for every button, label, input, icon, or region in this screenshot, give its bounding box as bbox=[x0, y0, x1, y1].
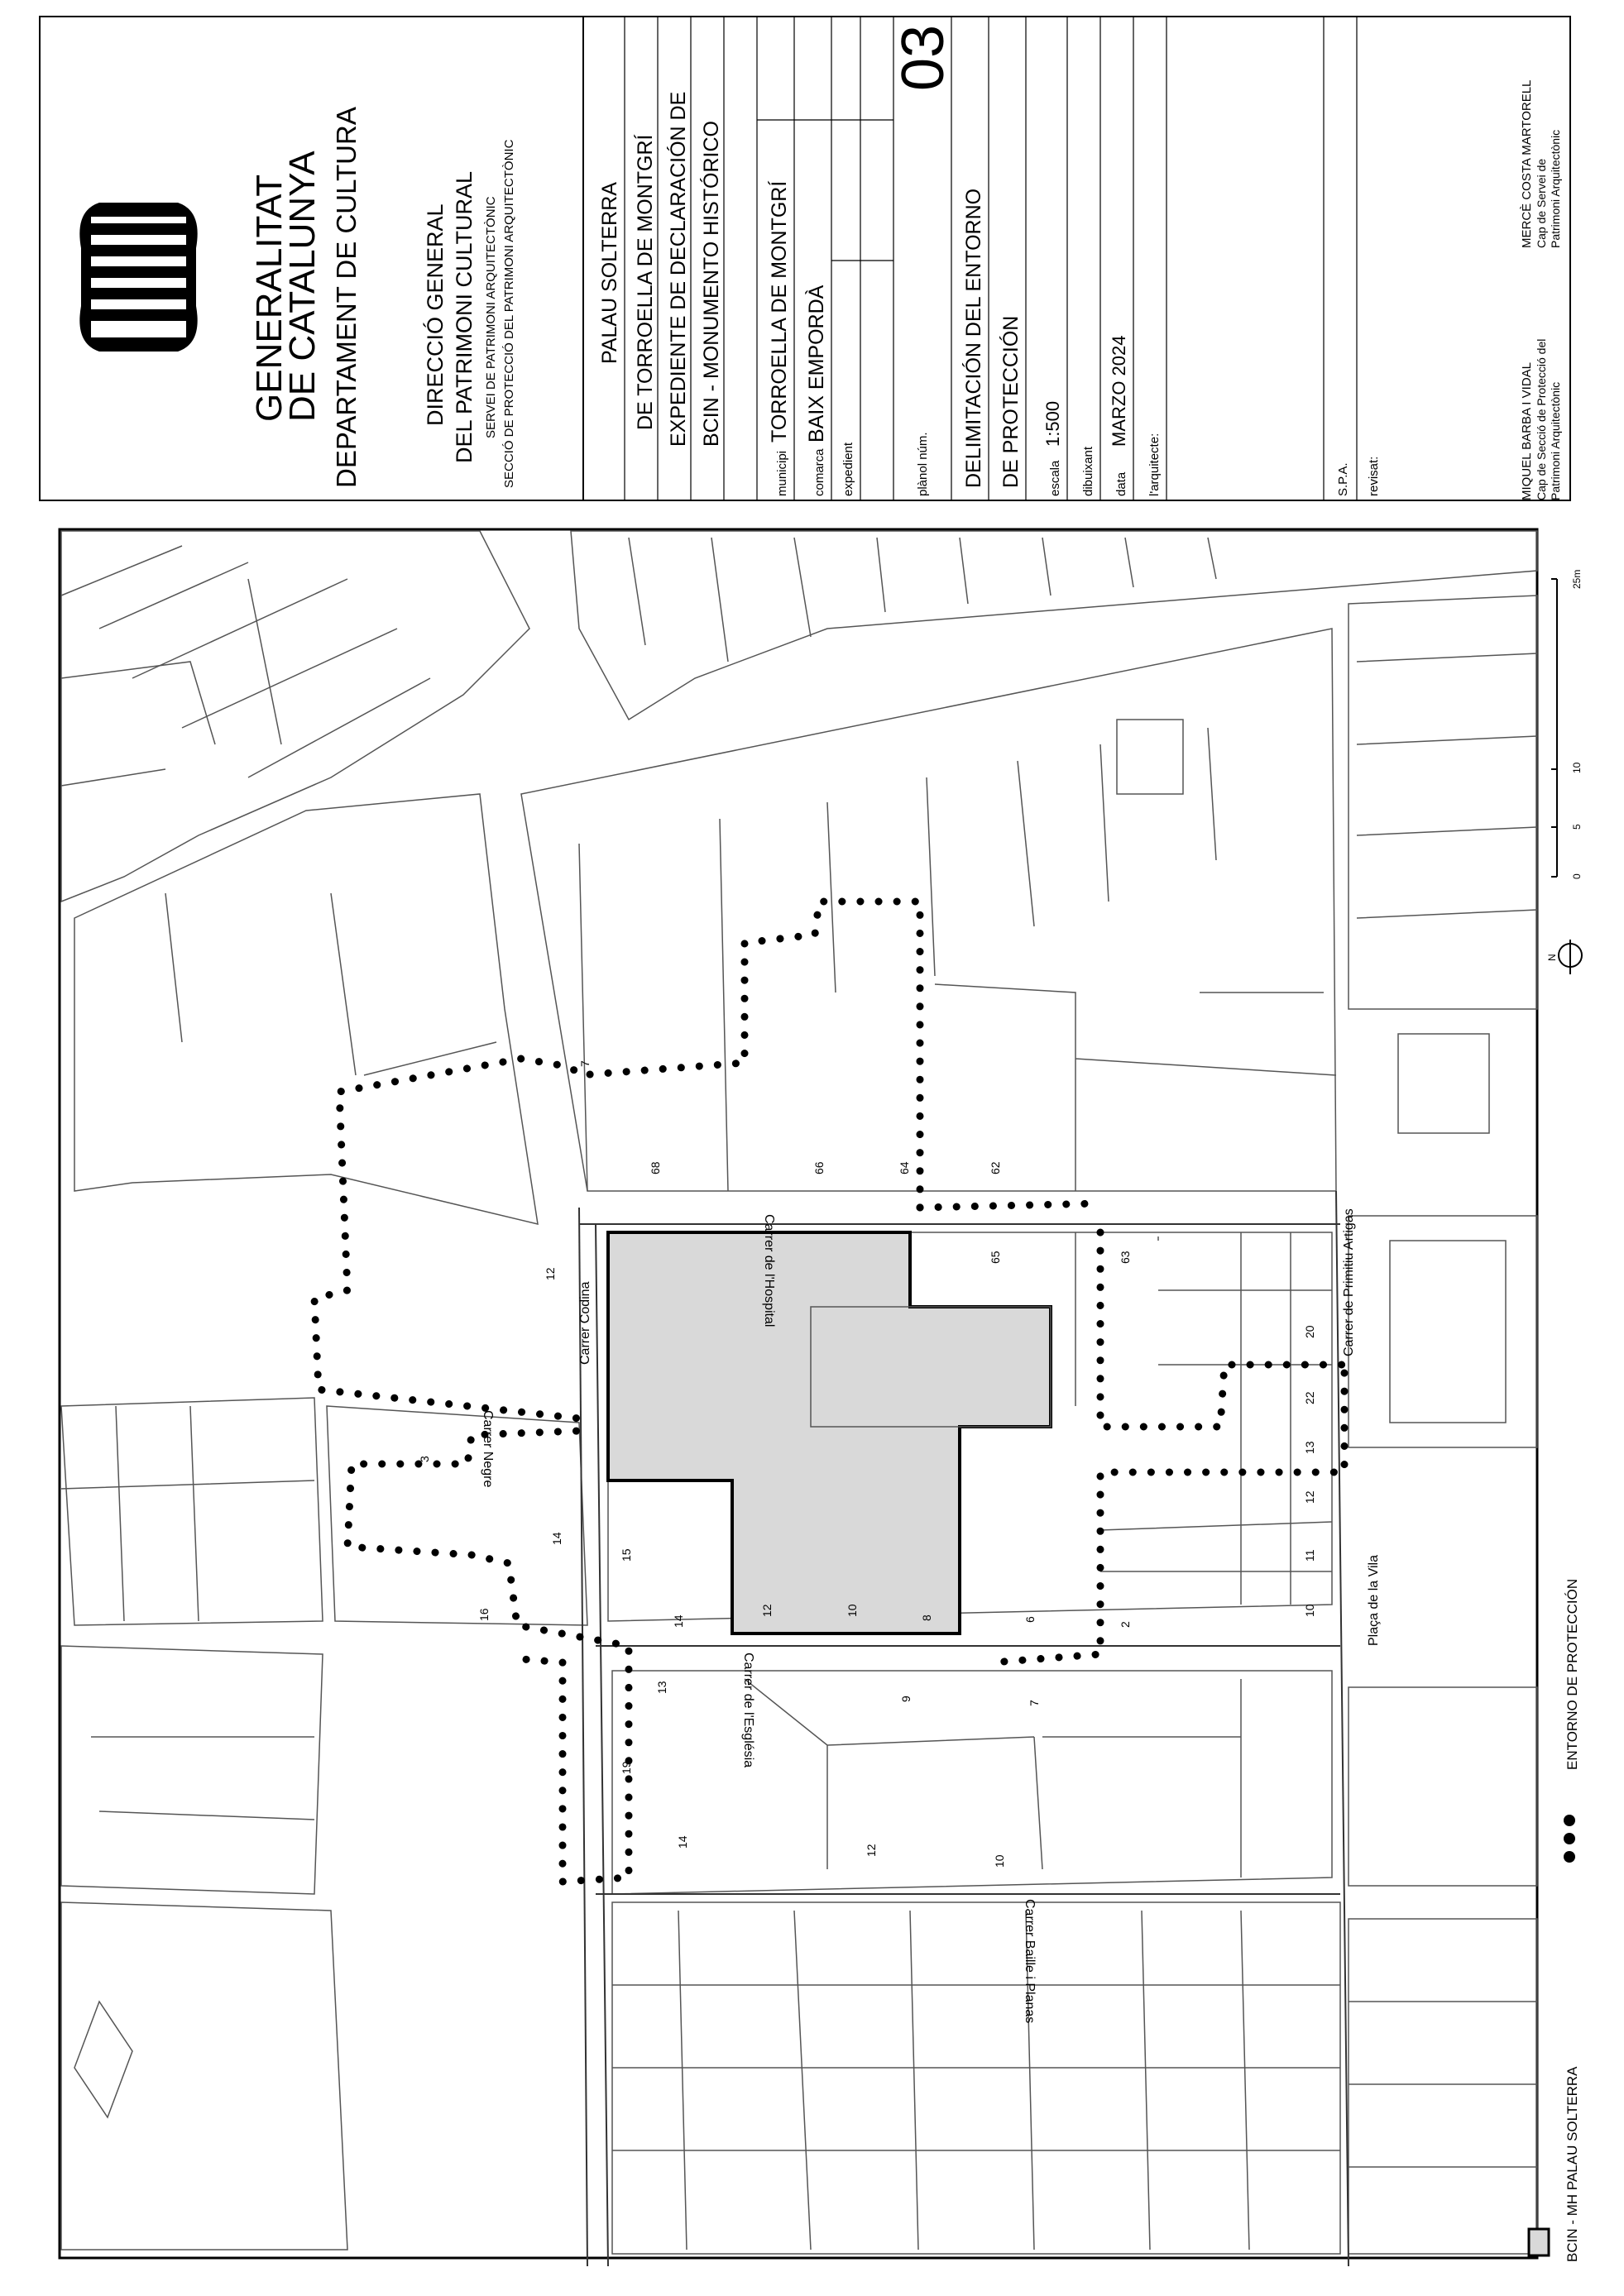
project-line-3: EXPEDIENTE DE DECLARACIÓN DE bbox=[667, 91, 690, 447]
house-number: 7 bbox=[578, 1060, 592, 1067]
signatory-1-name: MIQUEL BARBA I VIDAL bbox=[1520, 362, 1534, 500]
house-number: 62 bbox=[989, 1161, 1002, 1174]
house-number: 11 bbox=[1303, 1549, 1316, 1562]
street-primitiu: Carrer de Primitiu Artigas bbox=[1342, 1208, 1356, 1356]
department-name: DEPARTAMENT DE CULTURA bbox=[331, 107, 362, 488]
project-line-2: DE TORROELLA DE MONTGRÍ bbox=[634, 134, 657, 430]
house-number: 19 bbox=[620, 1761, 633, 1774]
data-label: data bbox=[1114, 471, 1128, 496]
scale-tick-0: 0 bbox=[1571, 873, 1583, 879]
house-number: 15 bbox=[620, 1548, 633, 1562]
legend-bcin-label: BCIN - MH PALAU SOLTERRA bbox=[1564, 2066, 1580, 2262]
house-number: 14 bbox=[672, 1614, 685, 1628]
house-number: 64 bbox=[898, 1161, 911, 1174]
seccio-name: SECCIÓ DE PROTECCIÓ DEL PATRIMONI ARQUITECTÒNIC bbox=[502, 139, 516, 488]
house-number: 10 bbox=[1303, 1604, 1316, 1617]
street-codina: Carrer Codina bbox=[578, 1281, 592, 1365]
house-number: 13 bbox=[1303, 1441, 1316, 1454]
house-number: 9 bbox=[899, 1696, 913, 1702]
municipi-label: municipi bbox=[775, 450, 789, 496]
legend-protection-label: ENTORNO DE PROTECCIÓN bbox=[1564, 1578, 1580, 1770]
house-number: 20 bbox=[1303, 1325, 1316, 1338]
escala-value: 1:500 bbox=[1042, 400, 1063, 447]
comarca-label: comarca bbox=[812, 448, 826, 496]
revisat-label: revisat: bbox=[1367, 456, 1381, 496]
house-number: 8 bbox=[920, 1614, 933, 1621]
house-number: 65 bbox=[989, 1251, 1002, 1264]
signatory-2-role-2: Patrimoni Arquitectònic bbox=[1549, 129, 1562, 248]
servei-name: SERVEI DE PATRIMONI ARQUITECTÒNIC bbox=[484, 196, 498, 438]
house-number: 66 bbox=[812, 1161, 826, 1174]
street-hospital: Carrer de l'Hospital bbox=[762, 1214, 776, 1327]
arquitecte-label: l'arquitecte: bbox=[1147, 433, 1162, 496]
dg-line-1: DIRECCIÓ GENERAL bbox=[423, 203, 448, 426]
dibuixant-label: dibuixant bbox=[1081, 446, 1095, 496]
project-line-4: BCIN - MONUMENTO HISTÓRICO bbox=[700, 121, 723, 447]
house-number: 22 bbox=[1303, 1391, 1316, 1404]
escala-label: escala bbox=[1048, 460, 1062, 496]
house-number: 16 bbox=[477, 1608, 491, 1621]
expedient-label: expedient bbox=[841, 442, 855, 496]
legend-bcin-swatch bbox=[1529, 2229, 1549, 2255]
house-number: 7 bbox=[1028, 1700, 1041, 1706]
house-number: 63 bbox=[1119, 1251, 1132, 1264]
house-number: 12 bbox=[760, 1604, 774, 1617]
house-number: 12 bbox=[544, 1267, 557, 1280]
org-line-2: DE CATALUNYA bbox=[282, 151, 323, 422]
municipi-value: TORROELLA DE MONTGRÍ bbox=[768, 180, 791, 442]
signatory-1-role-1: Cap de Secció de Protecció del bbox=[1535, 338, 1548, 500]
scale-tick-10: 10 bbox=[1571, 762, 1583, 773]
house-number: 3 bbox=[418, 1456, 431, 1462]
street-negre: Carrer Negre bbox=[481, 1410, 495, 1488]
house-number: 68 bbox=[649, 1161, 662, 1174]
drawing-title-2: DE PROTECCIÓN bbox=[999, 315, 1023, 488]
house-number: 10 bbox=[993, 1854, 1006, 1868]
signatory-2-name: MERCÈ COSTA MARTORELL bbox=[1520, 79, 1534, 248]
spa-label: S.P.A. bbox=[1336, 462, 1350, 496]
data-value: MARZO 2024 bbox=[1109, 335, 1129, 447]
comarca-value: BAIX EMPORDÀ bbox=[805, 285, 828, 442]
house-number: 13 bbox=[655, 1681, 668, 1694]
house-number: 14 bbox=[676, 1835, 689, 1849]
house-number: 12 bbox=[1303, 1490, 1316, 1504]
dg-line-2: DEL PATRIMONI CULTURAL bbox=[452, 170, 477, 463]
org-line-1: GENERALITAT bbox=[249, 174, 290, 422]
planol-number: 03 bbox=[890, 24, 956, 91]
street-baille: Carrer Baille i Planas bbox=[1023, 1899, 1037, 2024]
street-esglesia: Carrer de l'Església bbox=[741, 1653, 755, 1768]
house-number: 14 bbox=[550, 1532, 563, 1545]
scale-tick-25: 25m bbox=[1571, 569, 1583, 589]
north-label: N bbox=[1546, 954, 1558, 961]
house-number: 2 bbox=[1119, 1621, 1132, 1628]
house-number: 12 bbox=[865, 1844, 878, 1857]
planol-label: plànol núm. bbox=[916, 432, 930, 496]
house-number: 6 bbox=[1023, 1616, 1037, 1623]
generalitat-shield-icon bbox=[79, 203, 197, 352]
project-line-1: PALAU SOLTERRA bbox=[598, 182, 621, 364]
signatory-2-role-1: Cap de Servei de bbox=[1535, 158, 1548, 248]
scale-tick-5: 5 bbox=[1571, 824, 1583, 830]
house-number: 10 bbox=[846, 1604, 859, 1617]
signatory-1-role-2: Patrimoni Arquitectònic bbox=[1549, 381, 1562, 500]
street-placa: Plaça de la Vila bbox=[1367, 1555, 1381, 1646]
drawing-title-1: DELIMITACIÓN DEL ENTORNO bbox=[962, 188, 985, 488]
legend-dots-swatch bbox=[1564, 1815, 1575, 1863]
